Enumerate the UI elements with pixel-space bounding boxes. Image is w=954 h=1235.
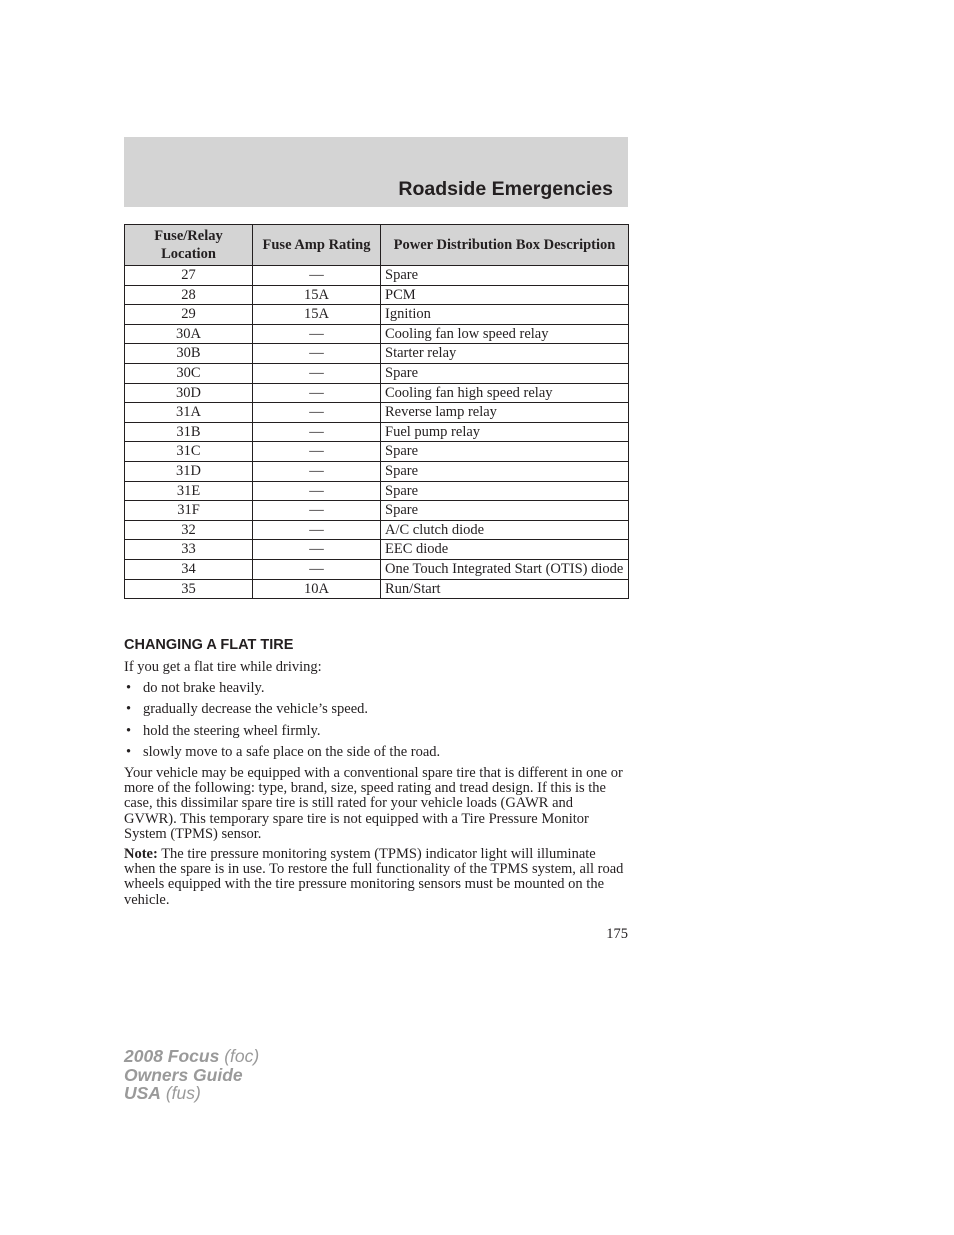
cell-description: Spare xyxy=(381,442,629,462)
footer-line-guide xyxy=(124,1066,259,1085)
cell-amp-rating: — xyxy=(253,324,381,344)
list-item xyxy=(124,702,440,723)
cell-amp-rating: — xyxy=(253,461,381,481)
note-label: Note: xyxy=(124,846,158,862)
table-row xyxy=(125,559,629,579)
bullet-list xyxy=(124,681,440,766)
cell-description: Cooling fan low speed relay xyxy=(381,324,629,344)
cell-amp-rating: 15A xyxy=(253,285,381,305)
fuse-table xyxy=(124,224,629,599)
cell-amp-rating: — xyxy=(253,266,381,286)
cell-location: 30A xyxy=(125,324,253,344)
cell-location: 31F xyxy=(125,501,253,521)
spare-tire-paragraph: Your vehicle may be equipped with a conventional spare tire that is different in one or more of the following: type, brand, size, speed rating and tread design. If this is the case, this dissimilar spare tire is still rated for your vehicle loads (GAWR and GVWR). This temporary spare tire is not equipped with a Tire Pressure Monitor System (TPMS) sensor. xyxy=(124,765,623,842)
list-item xyxy=(124,745,440,766)
cell-description: One Touch Integrated Start (OTIS) diode xyxy=(381,559,629,579)
cell-location: 34 xyxy=(125,559,253,579)
footer-line-model xyxy=(124,1047,259,1066)
cell-location: 32 xyxy=(125,520,253,540)
bullet-icon: • xyxy=(126,722,132,739)
cell-amp-rating: — xyxy=(253,344,381,364)
footer-model: 2008 Focus xyxy=(124,1046,220,1066)
cell-description: Fuel pump relay xyxy=(381,422,629,442)
cell-location: 31E xyxy=(125,481,253,501)
cell-description: A/C clutch diode xyxy=(381,520,629,540)
table-body xyxy=(125,266,629,599)
column-header-location: Fuse/Relay Location xyxy=(125,225,253,266)
cell-amp-rating: — xyxy=(253,481,381,501)
cell-description: Spare xyxy=(381,461,629,481)
table-row xyxy=(125,501,629,521)
cell-description: Spare xyxy=(381,481,629,501)
cell-description: Reverse lamp relay xyxy=(381,403,629,423)
cell-amp-rating: — xyxy=(253,422,381,442)
section-header-band xyxy=(124,137,628,207)
table-row xyxy=(125,403,629,423)
table-row xyxy=(125,481,629,501)
table-row xyxy=(125,266,629,286)
cell-location: 28 xyxy=(125,285,253,305)
table-row xyxy=(125,324,629,344)
cell-amp-rating: — xyxy=(253,559,381,579)
cell-description: PCM xyxy=(381,285,629,305)
bullet-icon: • xyxy=(126,680,132,696)
cell-description: Run/Start xyxy=(381,579,629,599)
cell-description: Ignition xyxy=(381,305,629,325)
cell-description: Cooling fan high speed relay xyxy=(381,383,629,403)
cell-location: 31D xyxy=(125,461,253,481)
list-item-text: gradually decrease the vehicle’s speed. xyxy=(143,701,369,718)
section-title: Roadside Emergencies xyxy=(398,178,613,200)
cell-description: Spare xyxy=(381,501,629,521)
table-row xyxy=(125,461,629,481)
cell-location: 31A xyxy=(125,403,253,423)
cell-location: 30B xyxy=(125,344,253,364)
cell-amp-rating: — xyxy=(253,501,381,521)
cell-amp-rating: — xyxy=(253,403,381,423)
note-text: The tire pressure monitoring system (TPMS) indicator light will illuminate when the spare is in use. To restore the full functionality of the TPMS system, all road wheels equipped with the tire pressure monitoring sensors must be mounted on the vehicle. xyxy=(124,846,624,908)
table-row xyxy=(125,579,629,599)
table-row xyxy=(125,383,629,403)
footer-document-id xyxy=(124,1047,259,1103)
table-header-row xyxy=(125,225,629,266)
list-item-text: hold the steering wheel firmly. xyxy=(143,722,321,739)
cell-description: Spare xyxy=(381,266,629,286)
cell-amp-rating: 15A xyxy=(253,305,381,325)
cell-location: 33 xyxy=(125,540,253,560)
table-row xyxy=(125,442,629,462)
cell-amp-rating: — xyxy=(253,383,381,403)
cell-amp-rating: 10A xyxy=(253,579,381,599)
footer-market-code: (fus) xyxy=(165,1083,201,1103)
list-item xyxy=(124,724,440,745)
intro-text: If you get a flat tire while driving: xyxy=(124,659,322,675)
page-number: 175 xyxy=(606,926,628,942)
footer-guide: Owners Guide xyxy=(124,1064,243,1085)
cell-location: 31B xyxy=(125,422,253,442)
table-row xyxy=(125,520,629,540)
list-item xyxy=(124,681,440,702)
footer-market: USA xyxy=(124,1083,161,1103)
column-header-amp-rating: Fuse Amp Rating xyxy=(253,225,381,266)
bullet-icon: • xyxy=(126,743,132,760)
section-heading: CHANGING A FLAT TIRE xyxy=(124,637,294,653)
cell-location: 30D xyxy=(125,383,253,403)
list-item-text: do not brake heavily. xyxy=(143,680,265,696)
cell-location: 35 xyxy=(125,579,253,599)
cell-location: 30C xyxy=(125,363,253,383)
cell-description: Starter relay xyxy=(381,344,629,364)
cell-location: 27 xyxy=(125,266,253,286)
cell-location: 29 xyxy=(125,305,253,325)
table-row xyxy=(125,540,629,560)
cell-amp-rating: — xyxy=(253,520,381,540)
cell-location: 31C xyxy=(125,442,253,462)
table-row xyxy=(125,422,629,442)
table-row xyxy=(125,344,629,364)
note-paragraph xyxy=(124,847,628,908)
column-header-description: Power Distribution Box Description xyxy=(381,225,629,266)
table-row xyxy=(125,305,629,325)
table-row xyxy=(125,285,629,305)
cell-amp-rating: — xyxy=(253,442,381,462)
footer-model-code: (foc) xyxy=(224,1046,260,1066)
cell-description: EEC diode xyxy=(381,540,629,560)
list-item-text: slowly move to a safe place on the side of the road. xyxy=(143,743,441,760)
bullet-icon: • xyxy=(126,701,132,718)
table-row xyxy=(125,363,629,383)
cell-amp-rating: — xyxy=(253,363,381,383)
cell-description: Spare xyxy=(381,363,629,383)
footer-line-market xyxy=(124,1084,259,1103)
cell-amp-rating: — xyxy=(253,540,381,560)
